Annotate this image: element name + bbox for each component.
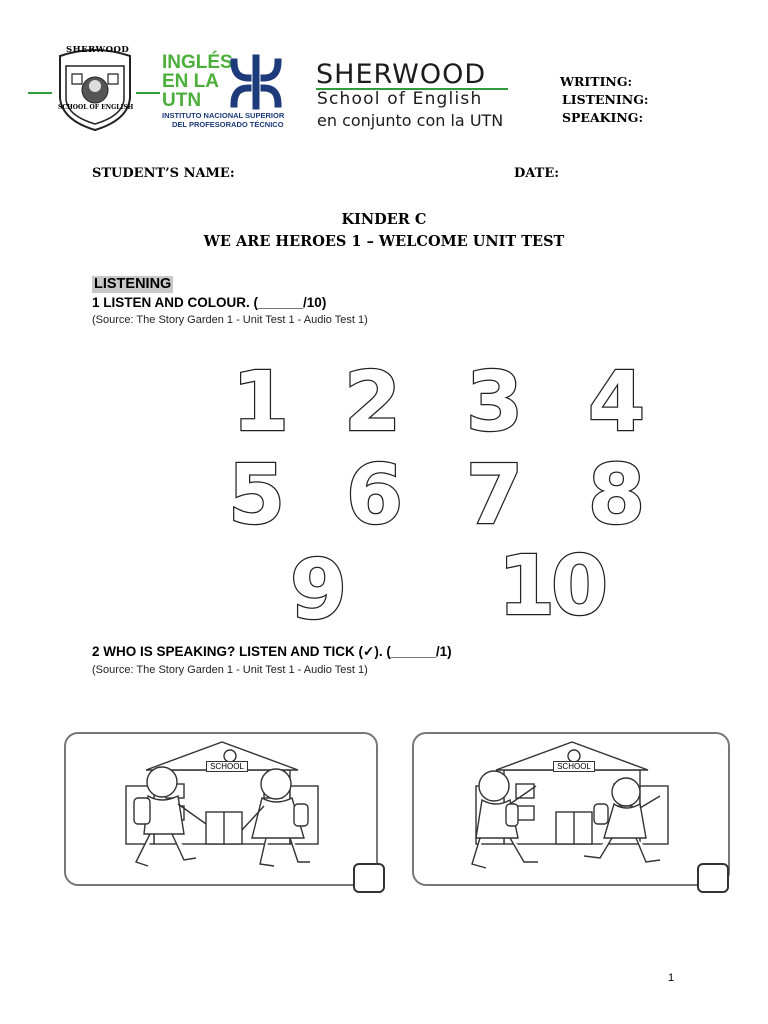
number-1[interactable]: 1 [232,355,290,450]
school-partner: en conjunto con la UTN [317,111,504,130]
crest-top-text: SHERWOOD [66,45,130,55]
question-1-source: (Source: The Story Garden 1 - Unit Test 1 - Audio Test 1) [92,314,368,326]
test-title: WE ARE HEROES 1 – WELCOME UNIT TEST [203,233,565,250]
date-label: DATE: [514,166,560,181]
picture-option-1[interactable] [64,732,378,886]
number-9[interactable]: 9 [290,543,348,638]
number-5[interactable]: 5 [228,448,286,543]
tick-box-option-1[interactable] [353,863,385,893]
number-8[interactable]: 8 [588,448,646,543]
number-6[interactable]: 6 [346,448,404,543]
header-divider-left [28,92,52,94]
school-crest-logo [50,42,140,132]
school-name: SHERWOOD [316,59,487,90]
number-4[interactable]: 4 [588,355,646,450]
score-listening-label: LISTENING: [562,92,649,107]
picture-option-2[interactable] [412,732,730,886]
crest-bottom-text: SCHOOL OF ENGLISH [58,104,134,111]
school-building-illustration [66,734,376,884]
school-sign: SCHOOL [206,761,248,772]
number-7[interactable]: 7 [466,448,524,543]
utn-logo-sub2: DEL PROFESORADO TÉCNICO [172,120,284,129]
utn-logo-sub1: INSTITUTO NACIONAL SUPERIOR [162,111,285,120]
student-name-label: STUDENT’S NAME: [92,166,235,181]
utn-logo-line2: EN LA [162,71,219,92]
score-writing-label: WRITING: [560,74,633,89]
question-2-source: (Source: The Story Garden 1 - Unit Test 1 - Audio Test 1) [92,664,368,676]
school-sign: SCHOOL [553,761,595,772]
utn-emblem-icon [226,54,286,110]
number-2[interactable]: 2 [344,355,402,450]
score-speaking-label: SPEAKING: [562,110,644,125]
school-building-illustration [414,734,728,884]
utn-logo-line1: INGLÉS [162,52,233,73]
listening-section-heading: LISTENING [94,276,172,292]
school-subtitle: School of English [317,89,483,109]
number-3[interactable]: 3 [466,355,524,450]
number-10[interactable]: 10 [498,539,605,634]
utn-logo-line3: UTN [162,90,202,111]
test-level-title: KINDER C [341,211,427,228]
tick-box-option-2[interactable] [697,863,729,893]
header [0,0,768,150]
page-number: 1 [668,972,675,984]
question-2-title: 2 WHO IS SPEAKING? LISTEN AND TICK (✓). (______/1) [92,644,452,659]
question-1-title: 1 LISTEN AND COLOUR. (______/10) [92,295,327,310]
